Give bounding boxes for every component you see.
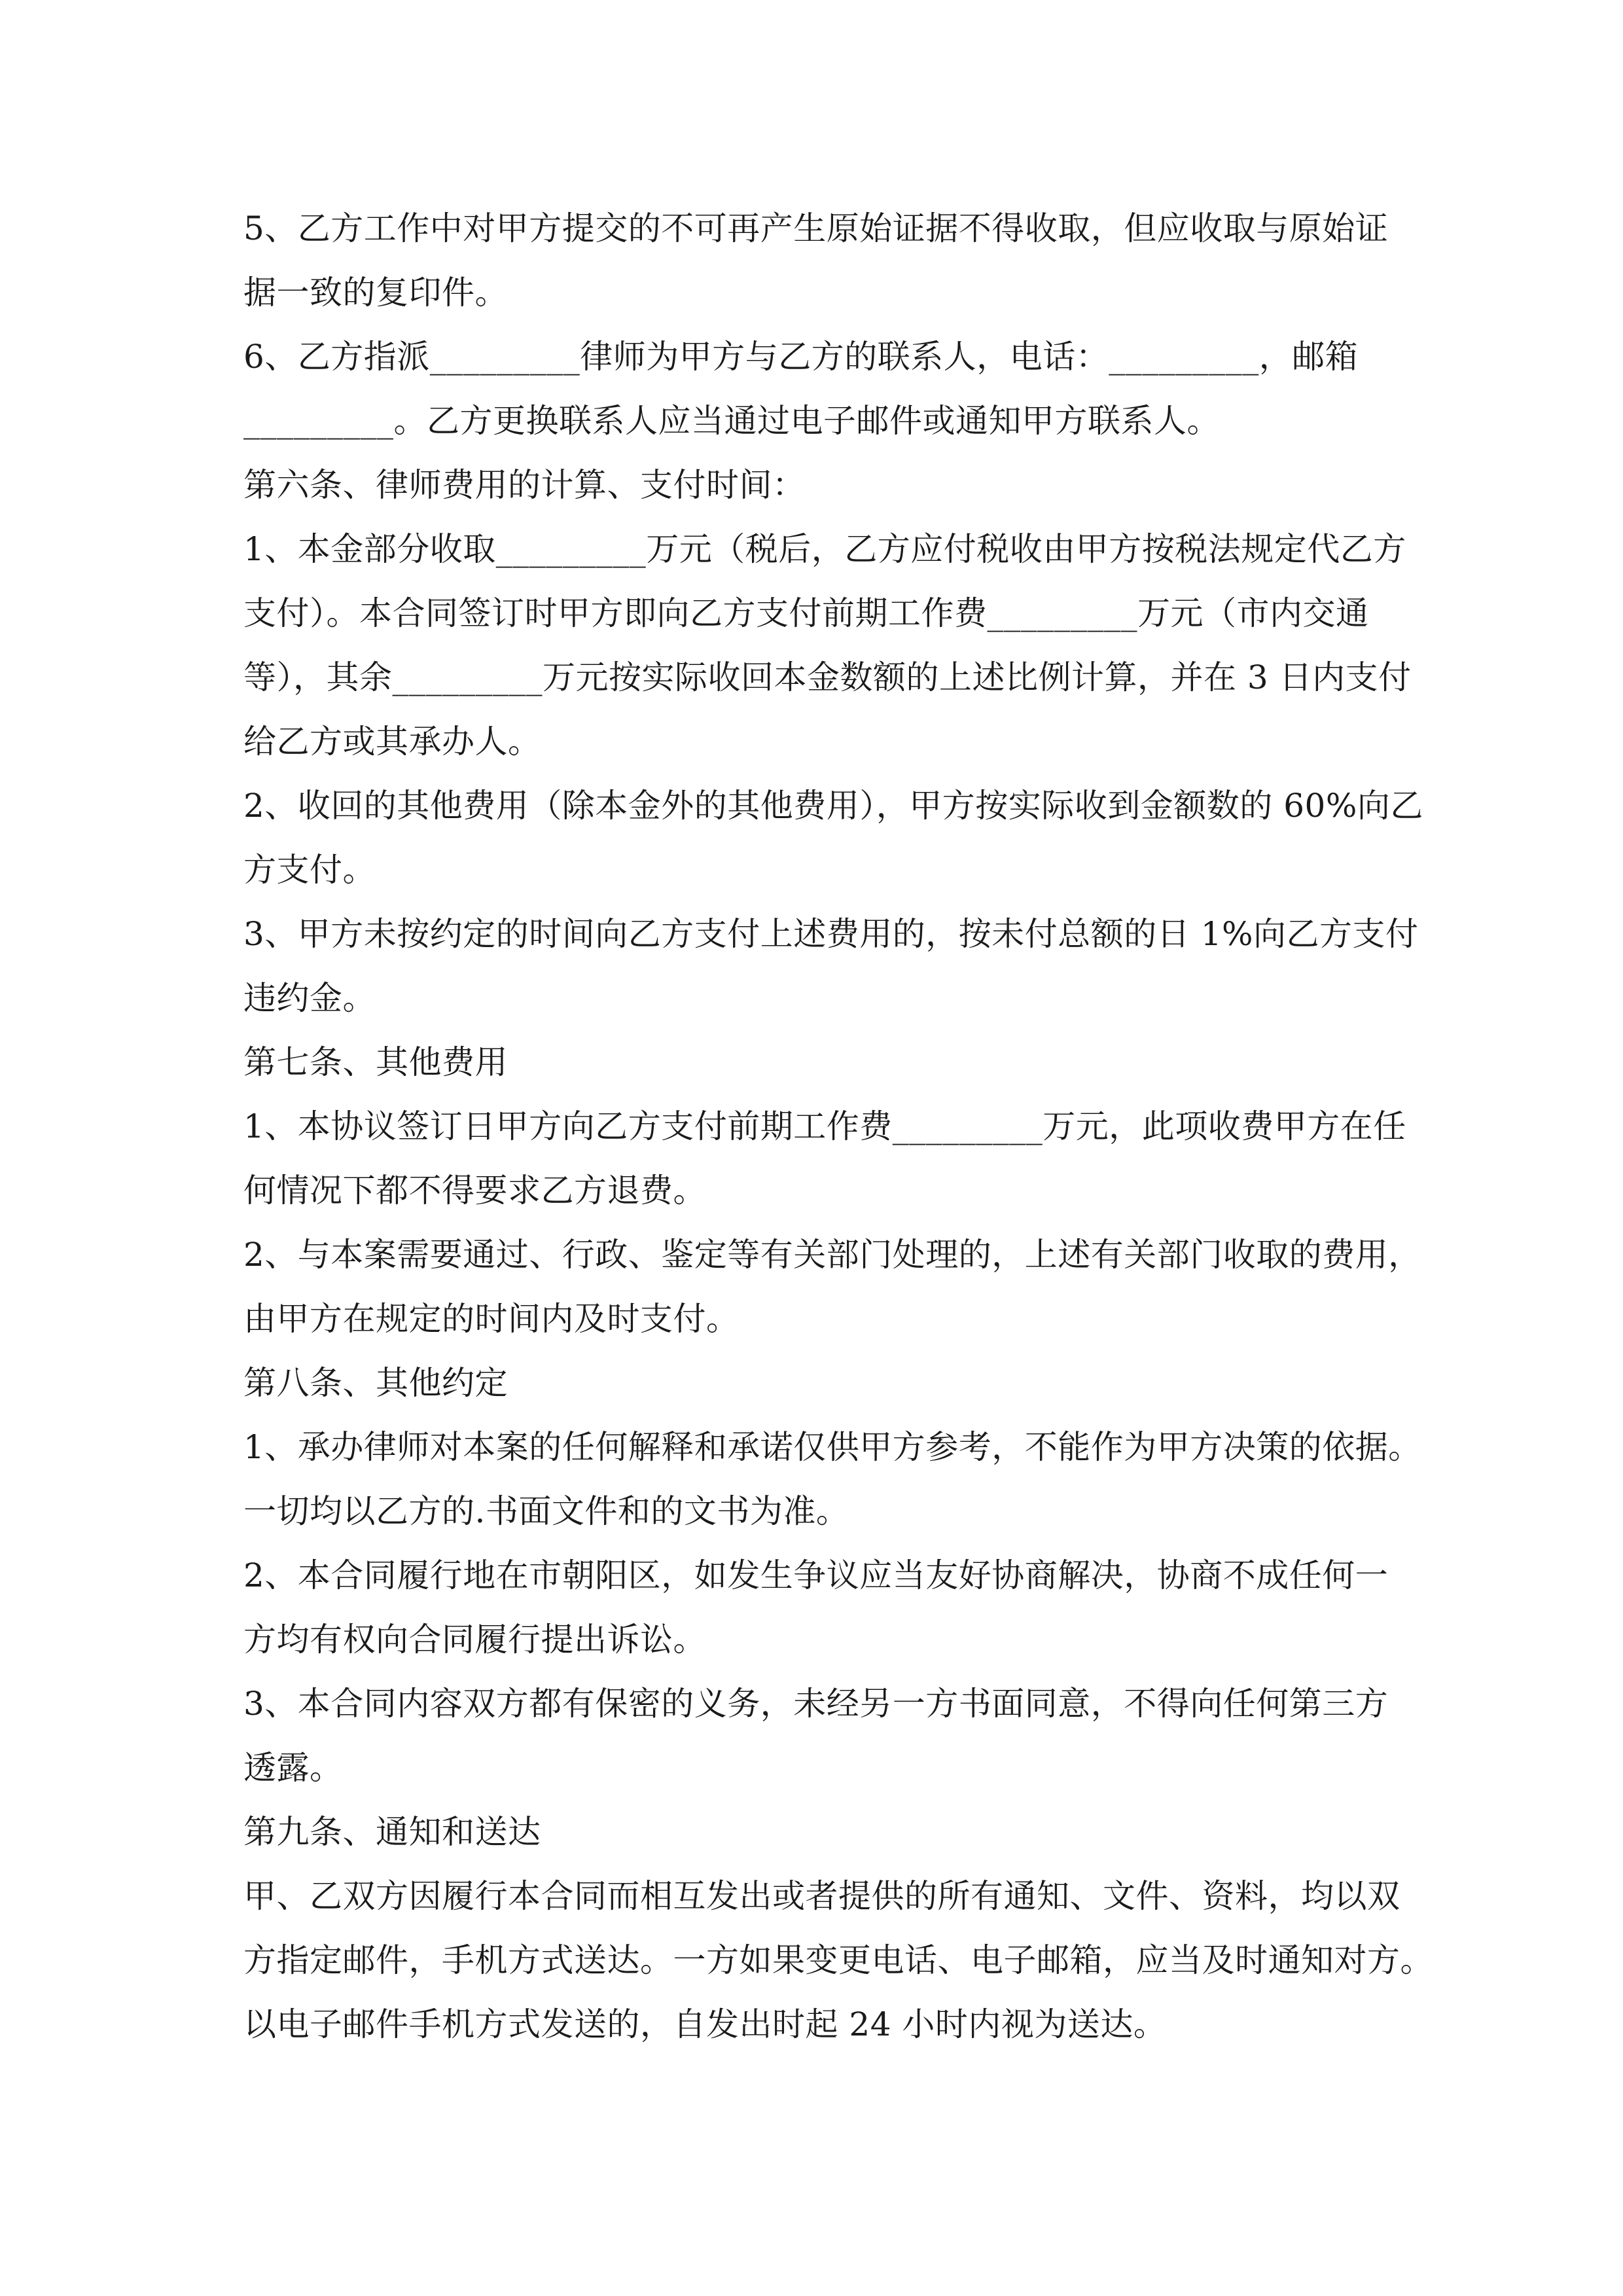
section-heading: 第八条、其他约定	[243, 1364, 508, 1402]
text-line: 方均有权向合同履行提出诉讼。	[243, 1621, 706, 1659]
section-heading: 第六条、律师费用的计算、支付时间：	[243, 466, 806, 504]
text-line: 由甲方在规定的时间内及时支付。	[243, 1300, 740, 1338]
text-line: 支付）。本合同签订时甲方即向乙方支付前期工作费_________万元（市内交通	[243, 594, 1369, 632]
document-body	[243, 196, 1433, 2056]
text-line: 透露。	[243, 1749, 343, 1787]
text-line: 方指定邮件，手机方式送达。一方如果变更电话、电子邮箱，应当及时通知对方。	[243, 1941, 1433, 1979]
section-heading: 第九条、通知和送达	[243, 1813, 541, 1851]
text-line: 何情况下都不得要求乙方退费。	[243, 1172, 706, 1210]
text-line: 2、收回的其他费用（除本金外的其他费用），甲方按实际收到金额数的 60%向乙	[243, 787, 1423, 825]
text-line: 给乙方或其承办人。	[243, 723, 541, 761]
text-line: 等），其余_________万元按实际收回本金数额的上述比例计算，并在 3 日内支付	[243, 658, 1412, 696]
text-line: _________。乙方更换联系人应当通过电子邮件或通知甲方联系人。	[243, 402, 1220, 440]
text-line: 方支付。	[243, 851, 376, 889]
text-line: 3、甲方未按约定的时间向乙方支付上述费用的，按未付总额的日 1%向乙方支付	[243, 915, 1419, 953]
text-line: 2、本合同履行地在市朝阳区，如发生争议应当友好协商解决，协商不成任何一	[243, 1556, 1389, 1594]
text-line: 5、乙方工作中对甲方提交的不可再产生原始证据不得收取，但应收取与原始证	[243, 209, 1389, 247]
text-line: 以电子邮件手机方式发送的，自发出时起 24 小时内视为送达。	[243, 2005, 1167, 2043]
text-line: 3、本合同内容双方都有保密的义务，未经另一方书面同意，不得向任何第三方	[243, 1685, 1389, 1723]
section-heading: 第七条、其他费用	[243, 1043, 508, 1081]
text-line: 2、与本案需要通过、行政、鉴定等有关部门处理的，上述有关部门收取的费用，	[243, 1236, 1421, 1274]
text-line: 甲、乙双方因履行本合同而相互发出或者提供的所有通知、文件、资料，均以双	[243, 1877, 1400, 1915]
text-line: 违约金。	[243, 979, 376, 1017]
text-line: 1、本金部分收取_________万元（税后，乙方应付税收由甲方按税法规定代乙方	[243, 530, 1406, 568]
text-line: 据一致的复印件。	[243, 274, 508, 312]
text-line: 1、承办律师对本案的任何解释和承诺仅供甲方参考，不能作为甲方决策的依据。	[243, 1428, 1421, 1466]
text-line: 6、乙方指派_________律师为甲方与乙方的联系人，电话：_________，邮箱	[243, 338, 1359, 376]
text-line: 一切均以乙方的.书面文件和的文书为准。	[243, 1492, 849, 1530]
text-line: 1、本协议签订日甲方向乙方支付前期工作费_________万元，此项收费甲方在任	[243, 1107, 1406, 1145]
